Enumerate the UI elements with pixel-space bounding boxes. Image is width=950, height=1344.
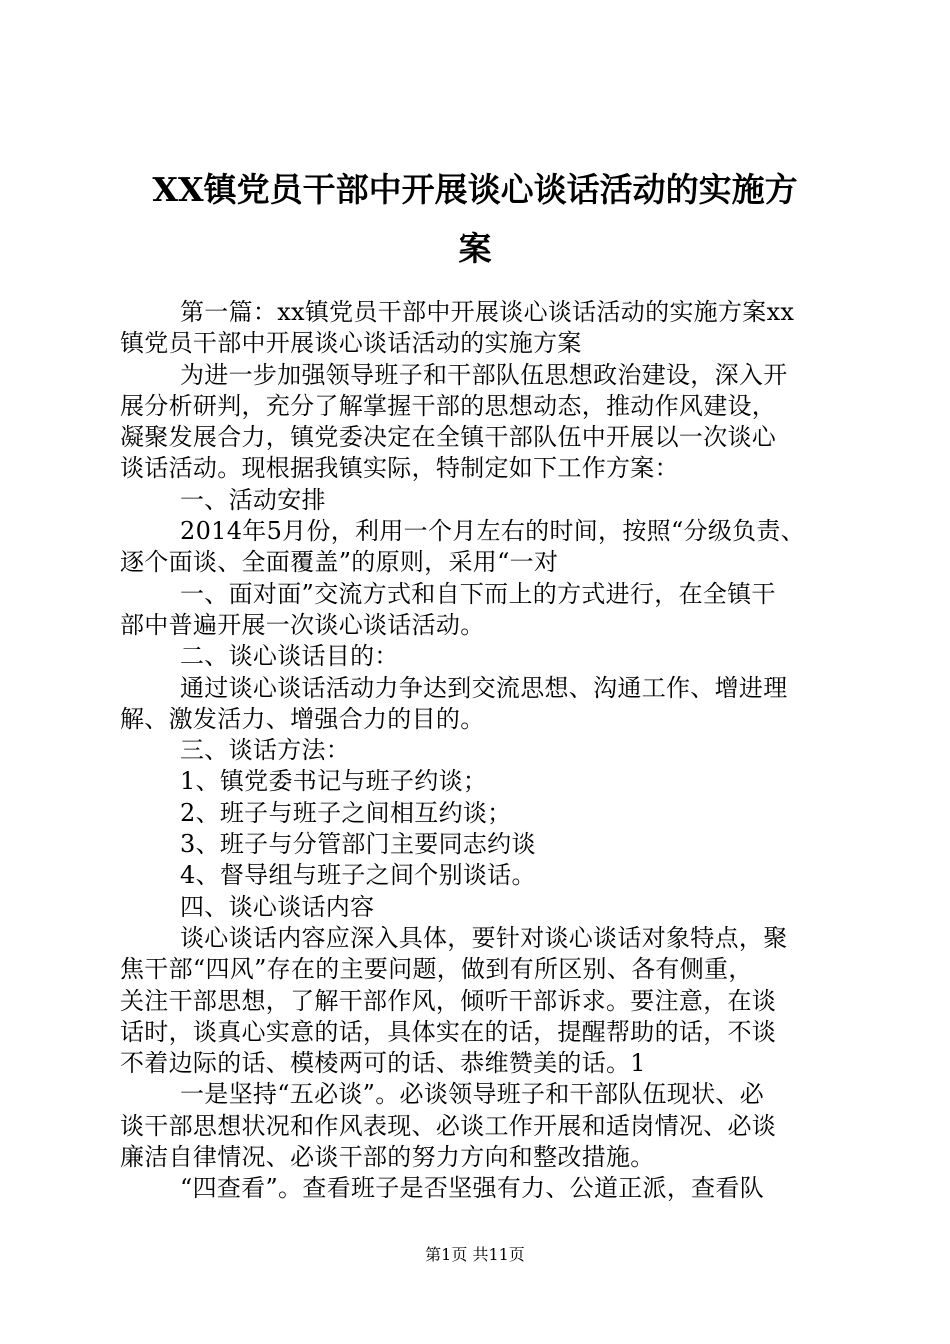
body-line: 一、面对面”交流方式和自下而上的方式进行，在全镇干 <box>180 579 776 608</box>
body-line: 为进一步加强领导班子和干部队伍思想政治建设，深入开 <box>180 360 788 389</box>
body-line: 一是坚持“五必谈”。必谈领导班子和干部队伍现状、必 <box>180 1080 765 1109</box>
body-line: 话时，谈真心实意的话，具体实在的话，提醒帮助的话，不谈 <box>120 1017 777 1046</box>
body-line: 第一篇：xx镇党员干部中开展谈心谈话活动的实施方案xx <box>180 298 795 326</box>
body-line: 四、谈心谈话内容 <box>180 892 375 921</box>
document-title <box>120 160 830 278</box>
body-line: 3、班子与分管部门主要同志约谈 <box>180 830 536 859</box>
body-line: 解、激发活力、增强合力的目的。 <box>120 704 485 733</box>
body-line: “四查看”。查看班子是否坚强有力、公道正派，查看队 <box>180 1174 765 1203</box>
body-line: 逐个面谈、全面覆盖”的原则，采用“一对 <box>120 548 559 577</box>
body-line: 关注干部思想，了解干部作风，倾听干部诉求。要注意，在谈 <box>120 986 777 1015</box>
body-line: 通过谈心谈话活动力争达到交流思想、沟通工作、增进理 <box>180 673 788 702</box>
body-line: 1、镇党委书记与班子约谈； <box>180 767 488 796</box>
body-line: 凝聚发展合力，镇党委决定在全镇干部队伍中开展以一次谈心 <box>120 423 777 452</box>
body-line: 三、谈话方法： <box>180 736 351 765</box>
body-line: 部中普遍开展一次谈心谈话活动。 <box>120 610 485 639</box>
body-line: 谈干部思想状况和作风表现、必谈工作开展和适岗情况、必谈 <box>120 1111 777 1140</box>
title-line-2: 案 <box>458 229 492 268</box>
body-line: 镇党员干部中开展谈心谈话活动的实施方案 <box>120 329 582 358</box>
body-line: 一、活动安排 <box>180 485 326 514</box>
body-line: 2014年5月份，利用一个月左右的时间，按照“分级负责、 <box>180 517 806 546</box>
body-line: 谈话活动。现根据我镇实际，特制定如下工作方案： <box>120 454 679 483</box>
body-line: 4、督导组与班子之间个别谈话。 <box>180 861 536 890</box>
title-line-1: XX镇党员干部中开展谈心谈话活动的实施方 <box>152 170 798 209</box>
page-footer: 第1页 共11页 <box>425 1245 525 1264</box>
body-line: 不着边际的话、模棱两可的话、恭维赞美的话。1 <box>120 1049 646 1078</box>
body-line: 2、班子与班子之间相互约谈； <box>180 798 512 827</box>
document-body <box>120 297 832 1205</box>
body-line: 谈心谈话内容应深入具体，要针对谈心谈话对象特点，聚 <box>180 923 788 952</box>
body-line: 展分析研判，充分了解掌握干部的思想动态，推动作风建设， <box>120 391 777 420</box>
body-line: 焦干部“四风”存在的主要问题，做到有所区别、各有侧重， <box>120 955 753 984</box>
body-line: 二、谈心谈话目的： <box>180 642 399 671</box>
body-line: 廉洁自律情况、必谈干部的努力方向和整改措施。 <box>120 1143 655 1172</box>
